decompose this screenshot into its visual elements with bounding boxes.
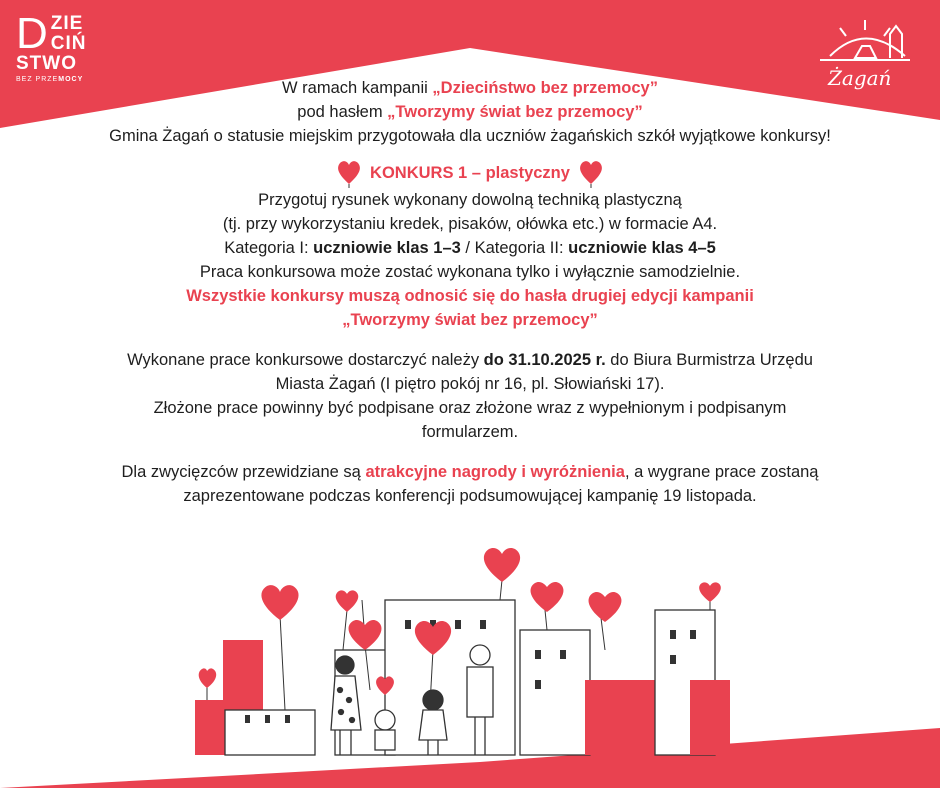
heart-balloon (336, 590, 359, 612)
intro-line-1: W ramach kampanii „Dzieciństwo bez przemocy” (282, 79, 658, 97)
building (195, 700, 225, 755)
konkurs-categories: Kategoria I: uczniowie klas 1–3 / Kategoria II: uczniowie klas 4–5 (224, 239, 716, 257)
town-name: Żagań (828, 66, 892, 90)
konkurs-line-2: (tj. przy wykorzystaniu kredek, pisaków, ołówka etc.) w formacie A4. (222, 215, 718, 233)
heart-balloon (484, 548, 520, 582)
konkurs-requirement-1: Wszystkie konkursy muszą odnosić się do hasła drugiej edycji kampanii (186, 287, 754, 305)
delivery-line-4: formularzem. (421, 423, 519, 441)
konkurs-heading (0, 158, 940, 188)
logo-line-2: CIŃ (50, 33, 87, 54)
prizes-line-1: Dla zwycięzców przewidziane są atrakcyjne nagrody i wyróżnienia, a wygrane prace zostaną (121, 463, 819, 481)
person (375, 710, 395, 730)
logo-tagline: BEZ PRZEMOCY (16, 76, 84, 83)
heart-icon (578, 158, 604, 188)
konkurs-title: KONKURS 1 – plastyczny (370, 164, 570, 182)
building (385, 600, 515, 755)
konkurs-requirement-2: „Tworzymy świat bez przemocy” (342, 311, 598, 329)
person (470, 645, 490, 665)
city-hearts-illustration (185, 540, 745, 760)
intro-line-3: Gmina Żagań o statusie miejskim przygotowała dla uczniów żagańskich szkół wyjątkowe konkursy! (109, 127, 831, 145)
building (520, 630, 590, 755)
heart-icon (336, 158, 362, 188)
town-skyline-icon (810, 16, 920, 72)
heart-balloon (589, 592, 622, 622)
intro-line-2: pod hasłem „Tworzymy świat bez przemocy” (297, 103, 643, 121)
building (690, 680, 730, 755)
heart-balloon (261, 585, 298, 620)
prizes-line-2: zaprezentowane podczas konferencji podsumowującej kampanię 19 listopada. (183, 487, 757, 505)
logo-letter-d: D (16, 9, 49, 58)
delivery-line-2: Miasta Żagań (I piętro pokój nr 16, pl. Słowiański 17). (275, 375, 665, 393)
heart-balloon (199, 668, 217, 688)
logo-line-3: STWO (16, 53, 77, 74)
heart-balloon (349, 620, 382, 650)
person (336, 656, 354, 674)
heart-balloon (531, 582, 564, 612)
campaign-logo (16, 9, 112, 83)
konkurs-line-4: Praca konkursowa może zostać wykonana tylko i wyłącznie samodzielnie. (199, 263, 741, 281)
logo-line-1: ZIE (50, 13, 84, 34)
delivery-line-1: Wykonane prace konkursowe dostarczyć należy do 31.10.2025 r. do Biura Burmistrza Urzędu (127, 351, 813, 369)
heart-balloon (699, 582, 721, 602)
konkurs-line-1: Przygotuj rysunek wykonany dowolną techniką plastyczną (258, 191, 682, 209)
person (423, 690, 443, 710)
delivery-line-3: Złożone prace powinny być podpisane oraz złożone wraz z wypełnionym i podpisanym (153, 399, 787, 417)
announcement (0, 76, 940, 508)
